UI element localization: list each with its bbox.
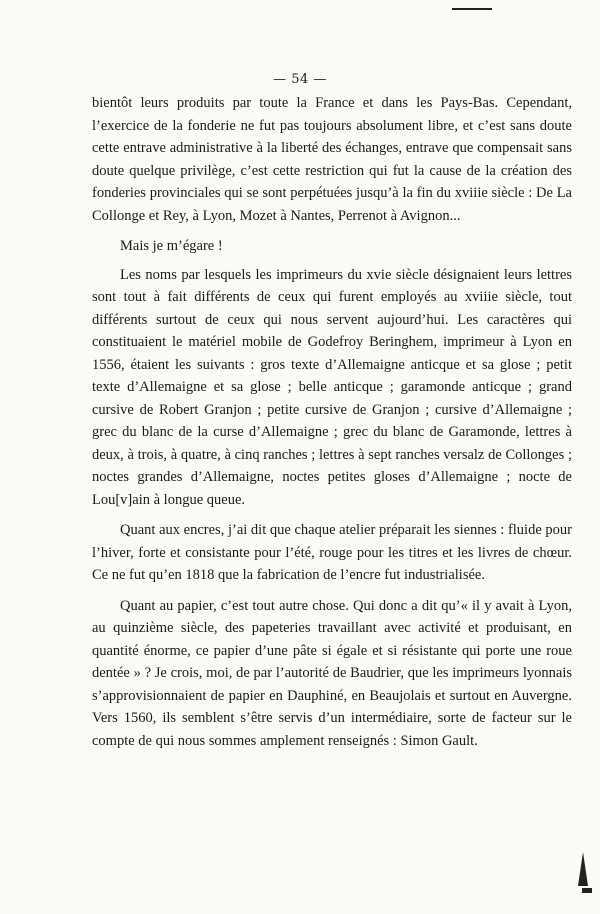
paragraph-3: Les noms par lesquels les imprimeurs du xvie siècle désignaient leurs lettres sont tout à fait différents de ceux qui furent employés au xviiie siècle, tout différents surtout de ceux qui nous servent aujourd’hui. Les caractères qui constituaient le matériel mobile de Godefroy Beringhem, imprimeur à Lyon en 1556, étaient les suivants : gros texte d’Allemaigne anticque et sa glose ; petit texte d’Allemaigne et sa glose ; belle anticque ; garamonde anticque ; grand cursive de Robert Granjon ; petite cursive de Granjon ; cursive d’Allemaigne ; grec du blanc de la curse d’Allemaigne ; grec du blanc de Garamonde, lettres à deux, à trois, à quatre, à cinq ranches ; lettres à sept ranches versalz de Collonges ; noctes grandes d’Allemaigne, noctes petites gloses d’Allemaigne ; nocte de Lou[v]ain à longue queue. (92, 266, 572, 508)
paragraph-1: bientôt leurs produits par toute la France et dans les Pays-Bas. Cependant, l’exercice de la fonderie ne fut pas toujours absolument libre, et c’est sans doute cette entrave administrative à la liberté des échanges, entrave que compensait sans doute quelque privilège, c’est cette restriction qui fut la cause de la création des fonderies provinciales qui se sont perpétuées jusqu’à la fin du xviiie siècle : De La Collonge et Rey, à Lyon, Mozet à Nantes, Perrenot à Avignon... (92, 95, 572, 224)
paragraph-5: Quant au papier, c’est tout autre chose. Qui donc a dit qu’« il y avait à Lyon, au quinzième siècle, des papeteries travaillant avec activité et produisant, en quantité énorme, ce papier d’une pâte si égale et si résistante qui porte une roue dentée » ? Je crois, moi, de par l’autorité de Baudrier, que les imprimeurs lyonnais s’approvisionnaient de papier en Dauphiné, en Beaujolais et surtout en Auvergne. Vers 1560, ils semblent s’être servis d’un intermédiaire, sorte de facteur sur le compte de qui nous sommes amplement renseignés : Simon Gault. (92, 597, 572, 749)
page-number: — 54 — (273, 72, 327, 87)
corner-mark-base (582, 888, 592, 893)
body-text (92, 92, 572, 760)
corner-mark (578, 852, 588, 886)
paragraph-4: Quant aux encres, j’ai dit que chaque atelier préparait les siennes : fluide pour l’hiver, forte et consistante pour l’été, rouge pour les titres et les livres de chœur. Ce ne fut qu’en 1818 que la fabrication de l’encre fut industrialisée. (92, 522, 572, 583)
paragraph-2: Mais je m’égare ! (120, 238, 223, 254)
top-rule (452, 8, 492, 10)
